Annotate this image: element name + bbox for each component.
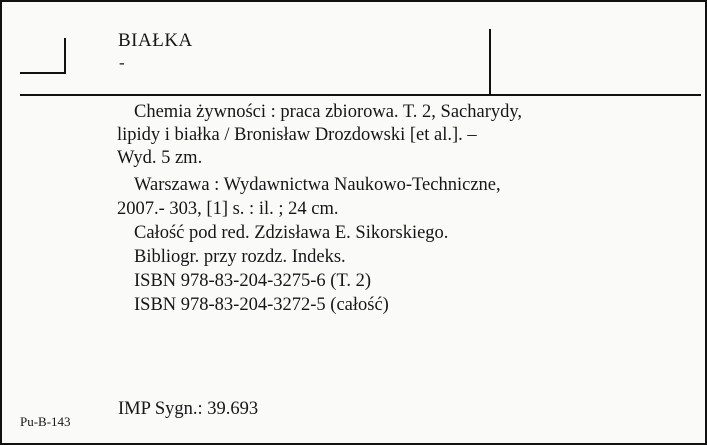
corner-bracket-vertical <box>64 38 66 74</box>
header-horizontal-rule <box>20 94 701 96</box>
title-line-1: Chemia żywności : praca zbiorowa. T. 2, Sacharydy, <box>134 102 523 122</box>
note-isbn-set: ISBN 978-83-204-3272-5 (całość) <box>134 295 389 315</box>
call-number: IMP Sygn.: 39.693 <box>118 399 259 419</box>
imprint-line-1: Warszawa : Wydawnictwa Naukowo-Techniczne, <box>134 175 501 195</box>
header-vertical-divider <box>489 29 491 95</box>
title-line-2: lipidy i białka / Bronisław Drozdowski [et al.]. – <box>117 125 477 145</box>
title-line-3: Wyd. 5 zm. <box>117 148 203 168</box>
corner-bracket-horizontal <box>20 72 66 74</box>
imprint-line-2: 2007.- 303, [1] s. : il. ; 24 cm. <box>117 199 339 219</box>
subject-subdivision-dash: - <box>119 53 125 72</box>
note-editor: Całość pod red. Zdzisława E. Sikorskiego. <box>134 223 449 243</box>
subject-heading: BIAŁKA <box>118 30 193 51</box>
note-bibliography: Bibliogr. przy rozdz. Indeks. <box>134 247 346 267</box>
corner-bracket-mark <box>20 38 66 74</box>
classmark: Pu-B-143 <box>20 414 71 429</box>
note-isbn-volume: ISBN 978-83-204-3275-6 (T. 2) <box>134 271 372 291</box>
